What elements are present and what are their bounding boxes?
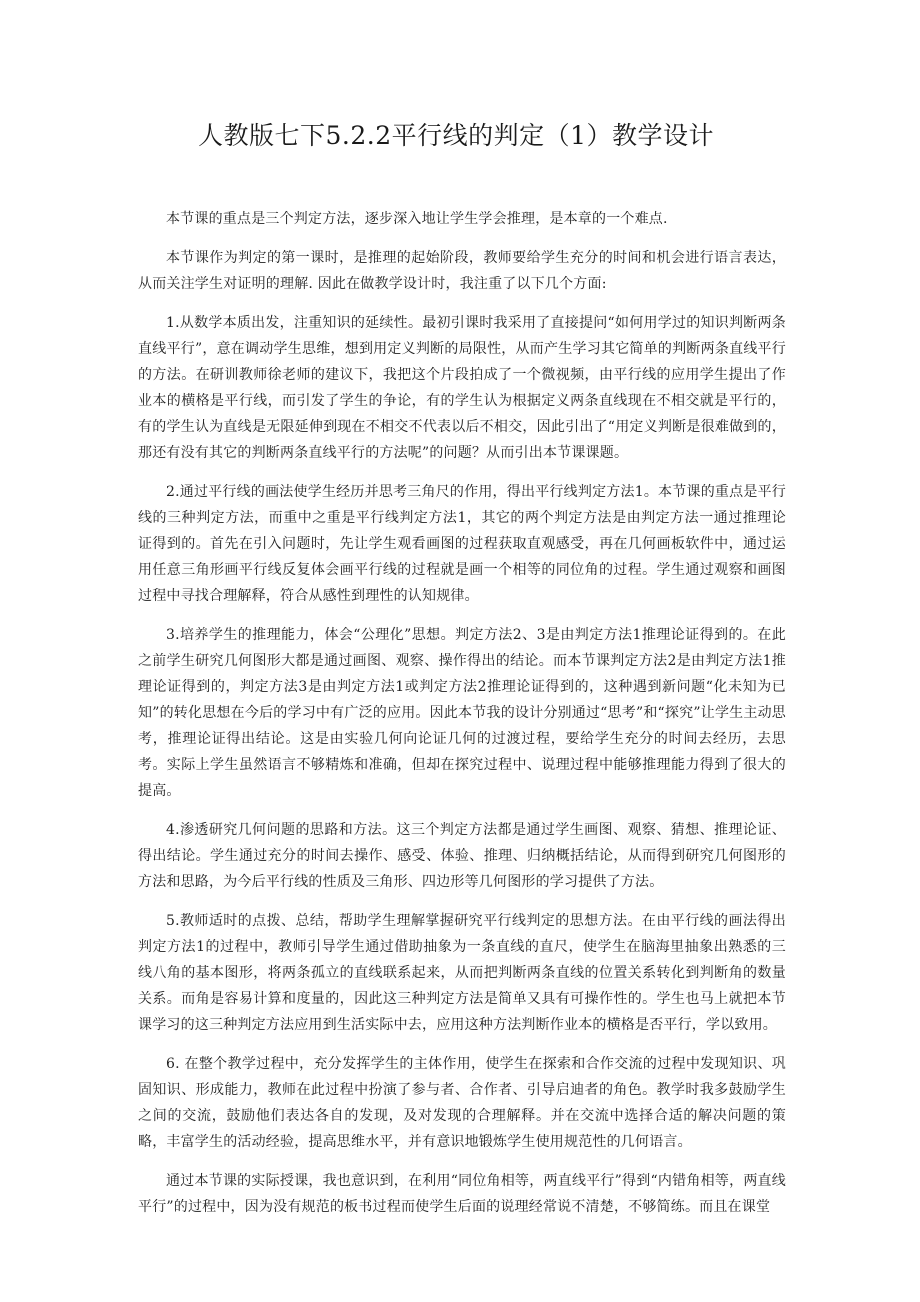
paragraph-context: 本节课作为判定的第一课时，是推理的起始阶段，教师要给学生充分的时间和机会进行语言表达，从而关注学生对证明的理解. 因此在做教学设计时，我注重了以下几个方面: [138, 250, 786, 292]
paragraph-point-2: 2.通过平行线的画法使学生经历并思考三角尺的作用，得出平行线判定方法1。本节课的重点是平行线的三种判定方法，而重中之重是平行线判定方法1，其它的两个判定方法是由判定方法一通过推理论证得到的。首先在引入问题时，先让学生观看画图的过程获取直观感受，再在几何画板软件中，通过运用任意三角形画平行线反复体会画平行线的过程就是画一个相等的同位角的过程。学生通过观察和画图过程中寻找合理解释，符合从感性到理性的认知规律。 [138, 484, 786, 604]
paragraph-point-4: 4.渗透研究几何问题的思路和方法。这三个判定方法都是通过学生画图、观察、猜想、推理论证、得出结论。学生通过充分的时间去操作、感受、体验、推理、归纳概括结论，从而得到研究几何图形的方法和思路，为今后平行线的性质及三角形、四边形等几何图形的学习提供了方法。 [138, 822, 786, 890]
paragraph-intro: 本节课的重点是三个判定方法，逐步深入地让学生学会推理，是本章的一个难点. [166, 211, 668, 227]
paragraph-point-3: 3.培养学生的推理能力，体会“公理化”思想。判定方法2、3是由判定方法1推理论证得到的。在此之前学生研究几何图形大都是通过画图、观察、操作得出的结论。而本节课判定方法2是由判定方法1推理论证得到的，判定方法3是由判定方法1或判定方法2推理论证得到的，这种遇到新问题“化未知为已知”的转化思想在今后的学习中有广泛的应用。因此本节我的设计分别通过“思考”和“探究”让学生主动思考，推理论证得出结论。这是由实验几何向论证几何的过渡过程，要给学生充分的时间去经历，去思考。实际上学生虽然语言不够精炼和准确，但却在探究过程中、说理过程中能够推理能力得到了很大的提高。 [138, 627, 786, 799]
paragraph-point-6: 6. 在整个教学过程中，充分发挥学生的主体作用，使学生在探索和合作交流的过程中发现知识、巩固知识、形成能力，教师在此过程中扮演了参与者、合作者、引导启迪者的角色。教学时我多鼓励学生之间的交流，鼓励他们表达各自的发现，及对发现的合理解释。并在交流中选择合适的解决问题的策略，丰富学生的活动经验，提高思维水平，并有意识地锻炼学生使用规范性的几何语言。 [138, 1056, 786, 1150]
paragraph-point-5: 5.教师适时的点拨、总结，帮助学生理解掌握研究平行线判定的思想方法。在由平行线的画法得出判定方法1的过程中，教师引导学生通过借助抽象为一条直线的直尺，使学生在脑海里抽象出熟悉的三线八角的基本图形，将两条孤立的直线联系起来，从而把判断两条直线的位置关系转化到判断角的数量关系。而角是容易计算和度量的，因此这三种判定方法是简单又具有可操作性的。学生也马上就把本节课学习的这三种判定方法应用到生活实际中去，应用这种方法判断作业本的横格是否平行，学以致用。 [138, 913, 786, 1033]
paragraph-reflection: 通过本节课的实际授课，我也意识到，在利用“同位角相等，两直线平行”得到“内错角相等，两直线平行”的过程中，因为没有规范的板书过程而使学生后面的说理经常说不清楚，不够简练。而且在课堂 [138, 1173, 786, 1215]
document-body [138, 206, 786, 1233]
document-title: 人教版七下5.2.2平行线的判定（1）教学设计 [198, 121, 715, 150]
paragraph-point-1: 1.从数学本质出发，注重知识的延续性。最初引课时我采用了直接提问“如何用学过的知识判断两条直线平行”，意在调动学生思维，想到用定义判断的局限性，从而产生学习其它简单的判断两条直线平行的方法。在研训教师徐老师的建议下，我把这个片段拍成了一个微视频，由平行线的应用学生提出了作业本的横格是平行线，而引发了学生的争论，有的学生认为根据定义两条直线现在不相交就是平行的，有的学生认为直线是无限延伸到现在不相交不代表以后不相交，因此引出了“用定义判断是很难做到的，那还有没有其它的判断两条直线平行的方法呢”的问题？从而引出本节课课题。 [138, 315, 786, 461]
